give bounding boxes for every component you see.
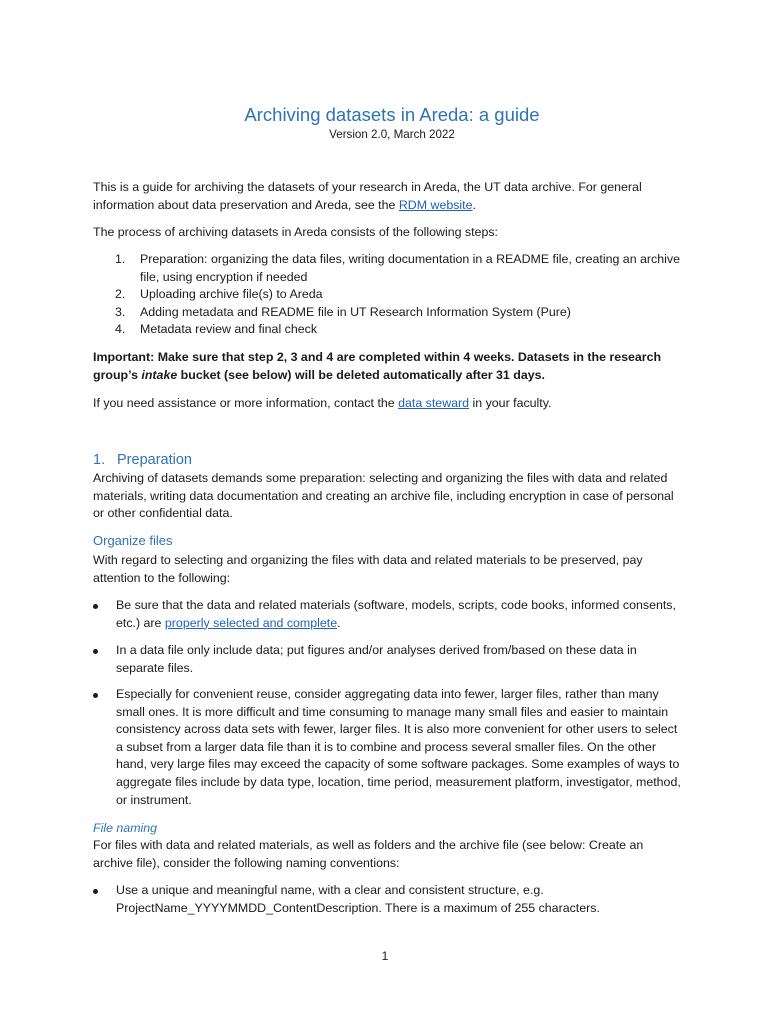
- document-version: Version 2.0, March 2022: [329, 128, 455, 141]
- bullet-icon: [93, 649, 98, 654]
- document-title: Archiving datasets in Areda: a guide: [244, 104, 540, 125]
- organize-paragraph: With regard to selecting and organizing the files with data and related materials to be preserved, pay attention to the following:: [93, 553, 643, 585]
- properly-selected-link[interactable]: properly selected and complete: [164, 615, 338, 630]
- subheading-file-naming: File naming: [93, 821, 158, 835]
- section-heading-preparation: 1. Preparation: [93, 452, 192, 468]
- rdm-website-link[interactable]: RDM website: [398, 197, 473, 212]
- list-item: 2. Uploading archive file(s) to Areda: [115, 287, 323, 302]
- important-notice: Important: Make sure that step 2, 3 and 4 are completed within 4 weeks. Datasets in the research group’s intake bucket (see below) will be deleted automatically after 31 days.: [93, 350, 662, 382]
- organize-bullet-list: [93, 597, 685, 632]
- list-item: 1. Preparation: organizing the data files, writing documentation in a README file, creating an archive file, using encryption if needed: [115, 252, 680, 284]
- assistance-paragraph: If you need assistance or more information, contact the data steward in your faculty.: [93, 396, 552, 410]
- data-steward-link[interactable]: data steward: [398, 396, 470, 410]
- naming-bullet-list: [93, 882, 685, 917]
- intro-text: This is a guide for archiving the datasets of your research in Areda, the UT data archive. For general information about data preservation and Areda, see the: [93, 180, 642, 212]
- list-item: Use a unique and meaningful name, with a clear and consistent structure, e.g. ProjectName_YYYYMMDD_ContentDescription. There is a maximum of 255 characters.: [93, 882, 685, 917]
- list-item: Especially for convenient reuse, consider aggregating data into fewer, larger files, rather than many small ones. It is more difficult and time consuming to manage many small files and easier to maintain consistency across data sets with fewer, larger files. It is also more convenient for other users to select a subset from a larger data file than it is to combine and process several smaller files. On the other hand, very large files may exceed the capacity of some software packages. Some examples of ways to aggregate files include by data type, location, time period, measurement platform, investigator, method, or instrument.: [93, 686, 685, 809]
- organize-bullet-list: [93, 642, 685, 677]
- intro-paragraph: This is a guide for archiving the datasets of your research in Areda, the UT data archive. For general information about data preservation and Areda, see the RDM website.: [93, 180, 642, 212]
- preparation-paragraph: Archiving of datasets demands some preparation: selecting and organizing the files with data and related materials, writing data documentation and creating an archive file, including encryption in case of personal or other confidential data.: [93, 471, 674, 521]
- list-item: 3. Adding metadata and README file in UT Research Information System (Pure): [115, 304, 571, 319]
- subheading-organize-files: Organize files: [93, 533, 173, 548]
- naming-paragraph: For files with data and related materials, as well as folders and the archive file (see below: Create an archive file), consider the following naming conventions:: [93, 838, 644, 870]
- bullet-icon: [93, 693, 98, 698]
- steps-intro: The process of archiving datasets in Areda consists of the following steps:: [93, 225, 498, 239]
- list-item: 4. Metadata review and final check: [115, 322, 318, 337]
- bullet-icon: [93, 889, 98, 894]
- bullet-icon: [93, 604, 98, 609]
- list-item: In a data file only include data; put figures and/or analyses derived from/based on these data in separate files.: [93, 642, 685, 677]
- steps-list: [93, 251, 685, 339]
- page-number: 1: [381, 949, 389, 963]
- list-item: Be sure that the data and related materials (software, models, scripts, code books, informed consents, etc.) are properly selected and complete.: [93, 597, 685, 632]
- organize-bullet-list: [93, 686, 685, 809]
